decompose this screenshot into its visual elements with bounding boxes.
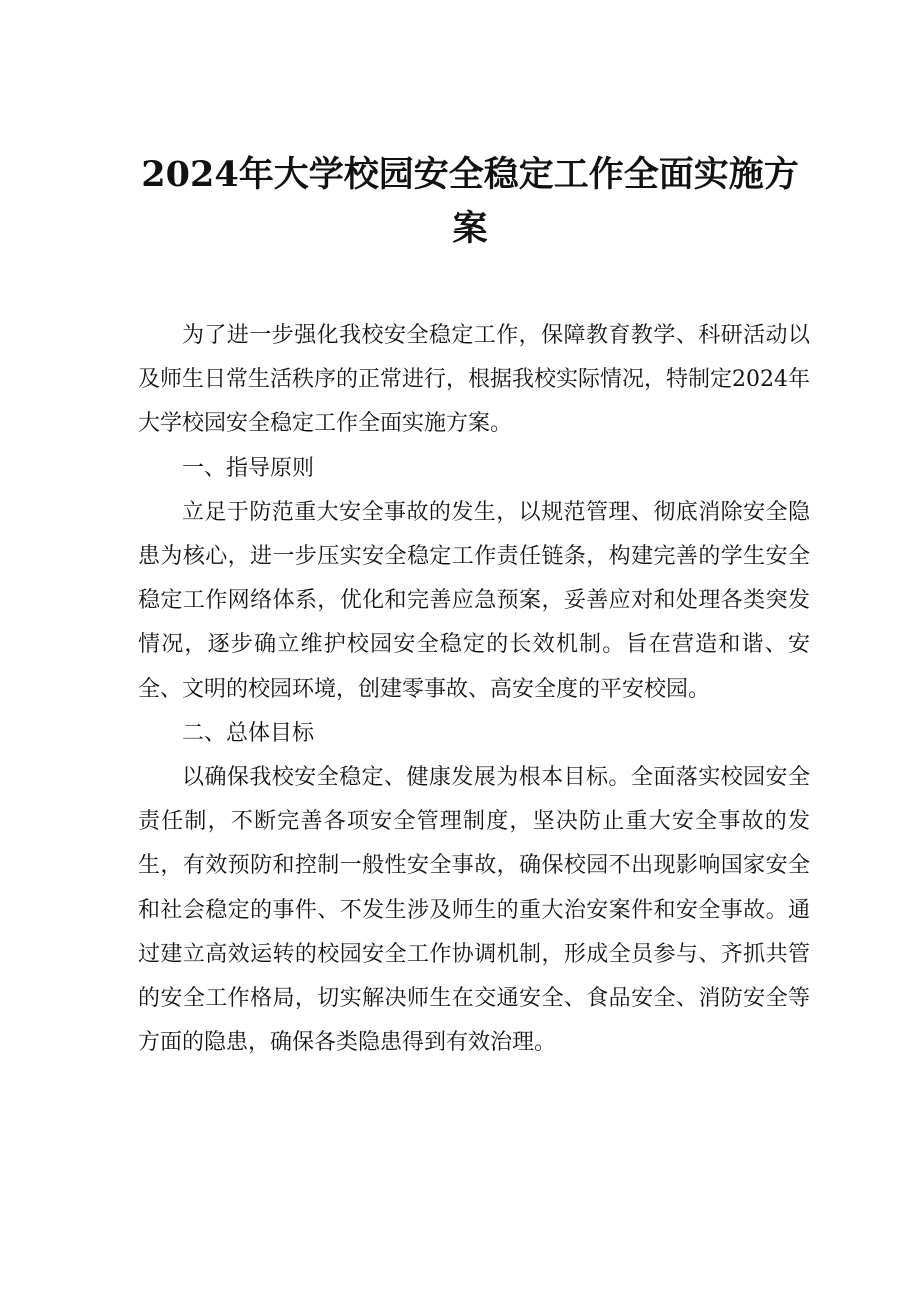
section-heading-overall-goals: 二、总体目标 [182, 720, 315, 746]
guiding-principles-paragraph: 立足于防范重大安全事故的发生，以规范管理、彻底消除安全隐患为核心，进一步压实安全稳定工作责任链条，构建完善的学生安全稳定工作网络体系，优化和完善应急预案，妥善应对和处理各类突发情况，逐步确立维护校园安全稳定的长效机制。旨在营造和谐、安全、文明的校园环境，创建零事故、高安全度的平安校园。 [138, 499, 810, 702]
intro-paragraph: 为了进一步强化我校安全稳定工作，保障教育教学、科研活动以及师生日常生活秩序的正常进行，根据我校实际情况，特制定2024年大学校园安全稳定工作全面实施方案。 [138, 323, 810, 437]
document-title: 2024年大学校园安全稳定工作全面实施方案 [141, 154, 799, 249]
document-body [138, 314, 810, 1065]
overall-goals-paragraph: 以确保我校安全稳定、健康发展为根本目标。全面落实校园安全责任制，不断完善各项安全管理制度，坚决防止重大安全事故的发生，有效预防和控制一般性安全事故，确保校园不出现影响国家安全和社会稳定的事件、不发生涉及师生的重大治安案件和安全事故。通过建立高效运转的校园安全工作协调机制，形成全员参与、齐抓共管的安全工作格局，切实解决师生在交通安全、食品安全、消防安全等方面的隐患，确保各类隐患得到有效治理。 [138, 765, 810, 1056]
section-heading-guiding-principles: 一、指导原则 [182, 455, 315, 481]
